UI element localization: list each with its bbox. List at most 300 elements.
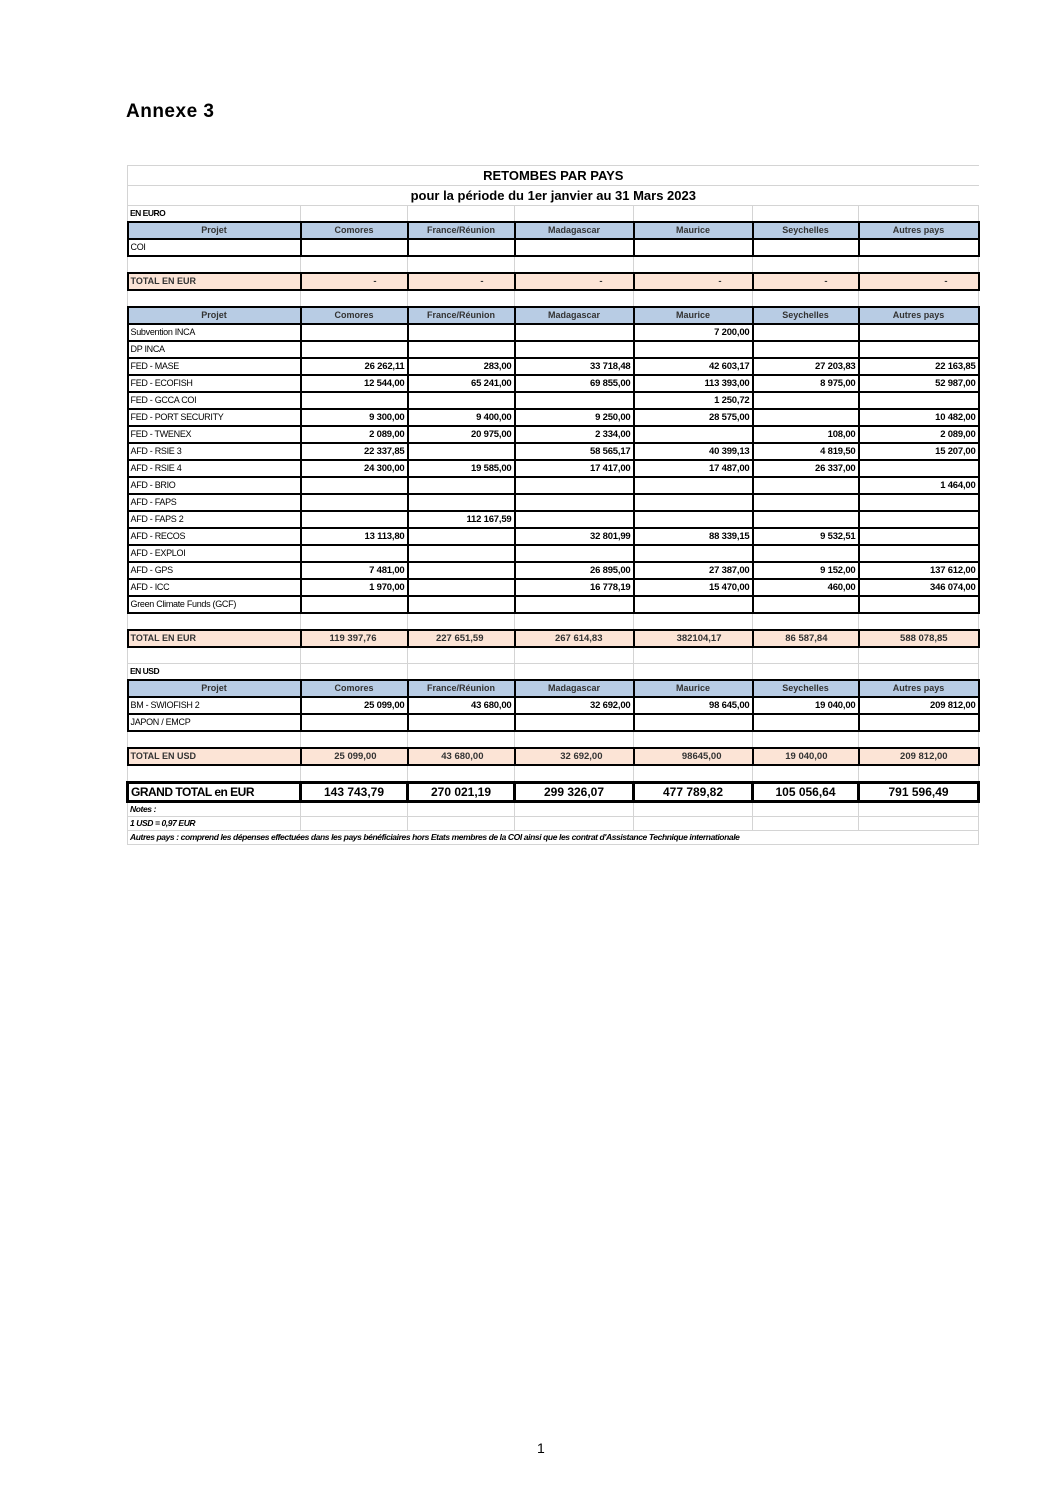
amount-cell [301, 596, 408, 613]
empty-cell [753, 613, 859, 630]
amount-cell: 19 040,00 [753, 697, 859, 714]
column-header: Projet [128, 307, 301, 324]
amount-cell [634, 494, 753, 511]
amount-cell: 52 987,00 [859, 375, 979, 392]
amount-cell: 40 399,13 [634, 443, 753, 460]
amount-cell: 19 585,00 [408, 460, 515, 477]
column-header: France/Réunion [408, 680, 515, 697]
amount-cell [408, 528, 515, 545]
column-header: Seychelles [753, 680, 859, 697]
grand-total-amount: 270 021,19 [408, 783, 515, 802]
empty-cell [408, 613, 515, 630]
amount-cell [859, 324, 979, 341]
amount-cell [515, 324, 634, 341]
empty-cell [515, 731, 634, 748]
amount-cell [515, 341, 634, 358]
empty-cell [753, 817, 859, 831]
notes-heading-row [128, 802, 979, 817]
empty-cell [128, 290, 301, 307]
amount-cell [859, 494, 979, 511]
amount-cell [753, 341, 859, 358]
amount-cell: 17 417,00 [515, 460, 634, 477]
grand-total-amount: 791 596,49 [859, 783, 979, 802]
empty-cell [128, 765, 301, 783]
amount-cell [634, 511, 753, 528]
amount-cell [515, 494, 634, 511]
project-name: FED - ECOFISH [128, 375, 301, 392]
exchange-rate-row [128, 817, 979, 831]
amount-cell [408, 239, 515, 256]
amount-cell: 1 250,72 [634, 392, 753, 409]
amount-cell [301, 392, 408, 409]
total-amount: - [634, 273, 753, 290]
total-amount: 227 651,59 [408, 630, 515, 647]
column-header: Comores [301, 680, 408, 697]
amount-cell [515, 511, 634, 528]
project-name: BM - SWIOFISH 2 [128, 697, 301, 714]
spacer-row [128, 256, 979, 273]
total-row [128, 630, 979, 647]
empty-cell [753, 206, 859, 223]
total-amount: - [301, 273, 408, 290]
amount-cell [634, 545, 753, 562]
amount-cell [859, 714, 979, 731]
empty-cell [634, 256, 753, 273]
total-label: TOTAL EN EUR [128, 630, 301, 647]
amount-cell: 1 464,00 [859, 477, 979, 494]
page-number: 1 [537, 1440, 545, 1456]
amount-cell: 209 812,00 [859, 697, 979, 714]
amount-cell [753, 714, 859, 731]
project-name: JAPON / EMCP [128, 714, 301, 731]
empty-cell [408, 664, 515, 681]
amount-cell: 9 250,00 [515, 409, 634, 426]
empty-cell [128, 613, 301, 630]
amount-cell: 27 387,00 [634, 562, 753, 579]
amount-cell [515, 596, 634, 613]
annex-title: Annexe 3 [126, 101, 215, 122]
total-amount: 86 587,84 [753, 630, 859, 647]
amount-cell [408, 714, 515, 731]
table-row [128, 392, 979, 409]
empty-cell [408, 256, 515, 273]
table-row [128, 460, 979, 477]
total-amount: 25 099,00 [301, 748, 408, 765]
column-header: Maurice [634, 307, 753, 324]
amount-cell [301, 494, 408, 511]
notes-heading: Notes : [128, 802, 301, 817]
amount-cell [753, 409, 859, 426]
empty-cell [859, 802, 979, 817]
amount-cell: 137 612,00 [859, 562, 979, 579]
amount-cell: 113 393,00 [634, 375, 753, 392]
empty-cell [753, 731, 859, 748]
project-name: AFD - RSIE 3 [128, 443, 301, 460]
column-header-row [128, 307, 979, 324]
project-name: AFD - FAPS [128, 494, 301, 511]
empty-cell [859, 817, 979, 831]
empty-cell [301, 802, 408, 817]
empty-cell [408, 731, 515, 748]
project-name: AFD - GPS [128, 562, 301, 579]
empty-cell [634, 647, 753, 664]
column-header: Projet [128, 680, 301, 697]
empty-cell [301, 206, 408, 223]
amount-cell [408, 324, 515, 341]
table-row [128, 409, 979, 426]
amount-cell: 26 262,11 [301, 358, 408, 375]
total-amount: - [408, 273, 515, 290]
empty-cell [408, 765, 515, 783]
amount-cell: 22 337,85 [301, 443, 408, 460]
empty-cell [301, 256, 408, 273]
table-row [128, 697, 979, 714]
empty-cell [753, 765, 859, 783]
empty-cell [515, 817, 634, 831]
amount-cell: 2 334,00 [515, 426, 634, 443]
empty-cell [515, 290, 634, 307]
empty-cell [128, 647, 301, 664]
table-row [128, 324, 979, 341]
empty-cell [859, 647, 979, 664]
project-name: FED - GCCA COI [128, 392, 301, 409]
empty-cell [634, 290, 753, 307]
total-amount: 19 040,00 [753, 748, 859, 765]
amount-cell [515, 545, 634, 562]
column-header: Madagascar [515, 680, 634, 697]
project-name: COI [128, 239, 301, 256]
column-header-row [128, 222, 979, 239]
retombes-table [126, 165, 977, 845]
amount-cell: 32 801,99 [515, 528, 634, 545]
empty-cell [408, 290, 515, 307]
amount-cell: 98 645,00 [634, 697, 753, 714]
table-row [128, 714, 979, 731]
amount-cell: 460,00 [753, 579, 859, 596]
empty-cell [515, 802, 634, 817]
amount-cell: 2 089,00 [859, 426, 979, 443]
empty-cell [859, 206, 979, 223]
sheet-title: RETOMBES PAR PAYS [128, 166, 979, 186]
total-amount: 119 397,76 [301, 630, 408, 647]
empty-cell [859, 664, 979, 681]
amount-cell: 1 970,00 [301, 579, 408, 596]
empty-cell [301, 290, 408, 307]
column-header: Maurice [634, 222, 753, 239]
empty-cell [515, 765, 634, 783]
amount-cell [408, 494, 515, 511]
exchange-rate-note: 1 USD = 0,97 EUR [128, 817, 301, 831]
amount-cell: 25 099,00 [301, 697, 408, 714]
spacer-row [128, 647, 979, 664]
empty-cell [859, 256, 979, 273]
amount-cell [634, 714, 753, 731]
amount-cell: 17 487,00 [634, 460, 753, 477]
empty-cell [634, 664, 753, 681]
amount-cell: 32 692,00 [515, 697, 634, 714]
amount-cell [515, 239, 634, 256]
empty-cell [408, 206, 515, 223]
grand-total-label: GRAND TOTAL en EUR [128, 783, 301, 802]
autres-pays-note-row [128, 831, 979, 845]
amount-cell: 26 337,00 [753, 460, 859, 477]
project-name: AFD - RSIE 4 [128, 460, 301, 477]
project-name: AFD - RECOS [128, 528, 301, 545]
amount-cell: 10 482,00 [859, 409, 979, 426]
empty-cell [128, 256, 301, 273]
amount-cell: 27 203,83 [753, 358, 859, 375]
amount-cell: 65 241,00 [408, 375, 515, 392]
total-amount: - [753, 273, 859, 290]
spacer-row [128, 613, 979, 630]
amount-cell [859, 392, 979, 409]
amount-cell [301, 341, 408, 358]
empty-cell [515, 664, 634, 681]
empty-cell [634, 613, 753, 630]
column-header: Maurice [634, 680, 753, 697]
amount-cell [515, 392, 634, 409]
empty-cell [128, 731, 301, 748]
total-amount: 267 614,83 [515, 630, 634, 647]
amount-cell [408, 545, 515, 562]
column-header: Autres pays [859, 307, 979, 324]
table-row [128, 426, 979, 443]
amount-cell [301, 239, 408, 256]
project-name: DP INCA [128, 341, 301, 358]
amount-cell: 8 975,00 [753, 375, 859, 392]
amount-cell: 58 565,17 [515, 443, 634, 460]
amount-cell: 112 167,59 [408, 511, 515, 528]
section-en-usd [128, 664, 979, 681]
amount-cell [753, 596, 859, 613]
empty-cell [634, 817, 753, 831]
project-name: Subvention INCA [128, 324, 301, 341]
column-header: Madagascar [515, 222, 634, 239]
amount-cell [408, 579, 515, 596]
amount-cell: 346 074,00 [859, 579, 979, 596]
amount-cell: 26 895,00 [515, 562, 634, 579]
section-label: EN EURO [128, 206, 301, 223]
amount-cell: 7 200,00 [634, 324, 753, 341]
amount-cell [301, 545, 408, 562]
empty-cell [859, 731, 979, 748]
total-amount: - [515, 273, 634, 290]
amount-cell: 7 481,00 [301, 562, 408, 579]
empty-cell [634, 731, 753, 748]
table-row [128, 477, 979, 494]
total-amount: 98645,00 [634, 748, 753, 765]
amount-cell: 15 207,00 [859, 443, 979, 460]
amount-cell: 88 339,15 [634, 528, 753, 545]
amount-cell [634, 341, 753, 358]
table-row [128, 375, 979, 392]
column-header: France/Réunion [408, 222, 515, 239]
column-header: Madagascar [515, 307, 634, 324]
amount-cell: 42 603,17 [634, 358, 753, 375]
amount-cell [301, 714, 408, 731]
empty-cell [753, 290, 859, 307]
amount-cell: 43 680,00 [408, 697, 515, 714]
table-row [128, 596, 979, 613]
column-header: Projet [128, 222, 301, 239]
spacer-row [128, 731, 979, 748]
empty-cell [408, 817, 515, 831]
empty-cell [753, 647, 859, 664]
amount-cell: 108,00 [753, 426, 859, 443]
grand-total-amount: 299 326,07 [515, 783, 634, 802]
amount-cell: 283,00 [408, 358, 515, 375]
column-header-row [128, 680, 979, 697]
project-name: AFD - ICC [128, 579, 301, 596]
amount-cell [753, 392, 859, 409]
table-row [128, 528, 979, 545]
table-row [128, 562, 979, 579]
amount-cell: 20 975,00 [408, 426, 515, 443]
total-label: TOTAL EN EUR [128, 273, 301, 290]
amount-cell [859, 239, 979, 256]
empty-cell [301, 647, 408, 664]
column-header: Seychelles [753, 222, 859, 239]
amount-cell: 9 152,00 [753, 562, 859, 579]
column-header: Comores [301, 307, 408, 324]
total-amount: 382104,17 [634, 630, 753, 647]
empty-cell [859, 613, 979, 630]
amount-cell: 24 300,00 [301, 460, 408, 477]
amount-cell [753, 545, 859, 562]
project-name: Green Climate Funds (GCF) [128, 596, 301, 613]
amount-cell [301, 511, 408, 528]
amount-cell [408, 392, 515, 409]
spacer-row [128, 290, 979, 307]
empty-cell [634, 206, 753, 223]
amount-cell: 69 855,00 [515, 375, 634, 392]
amount-cell [408, 477, 515, 494]
amount-cell [753, 239, 859, 256]
amount-cell: 4 819,50 [753, 443, 859, 460]
project-name: AFD - BRIO [128, 477, 301, 494]
grand-total-amount: 143 743,79 [301, 783, 408, 802]
amount-cell: 15 470,00 [634, 579, 753, 596]
table-row [128, 545, 979, 562]
project-name: FED - PORT SECURITY [128, 409, 301, 426]
amount-cell [859, 596, 979, 613]
spacer-row [128, 765, 979, 783]
sheet-subtitle: pour la période du 1er janvier au 31 Mars 2023 [128, 186, 979, 206]
column-header: France/Réunion [408, 307, 515, 324]
table-row [128, 239, 979, 256]
empty-cell [859, 765, 979, 783]
amount-cell [301, 324, 408, 341]
amount-cell [859, 528, 979, 545]
table-row [128, 443, 979, 460]
total-amount: - [859, 273, 979, 290]
grand-total-row [128, 783, 979, 802]
empty-cell [634, 802, 753, 817]
grand-total-amount: 477 789,82 [634, 783, 753, 802]
grand-total-amount: 105 056,64 [753, 783, 859, 802]
amount-cell [301, 477, 408, 494]
amount-cell: 2 089,00 [301, 426, 408, 443]
amount-cell: 12 544,00 [301, 375, 408, 392]
amount-cell [859, 545, 979, 562]
empty-cell [515, 256, 634, 273]
amount-cell: 9 400,00 [408, 409, 515, 426]
column-header: Comores [301, 222, 408, 239]
amount-cell [859, 341, 979, 358]
section-label: EN USD [128, 664, 301, 681]
amount-cell [753, 477, 859, 494]
section-en-euro [128, 206, 979, 223]
amount-cell: 13 113,80 [301, 528, 408, 545]
empty-cell [634, 765, 753, 783]
amount-cell: 28 575,00 [634, 409, 753, 426]
amount-cell [634, 239, 753, 256]
empty-cell [515, 613, 634, 630]
project-name: FED - MASE [128, 358, 301, 375]
column-header: Autres pays [859, 680, 979, 697]
total-amount: 43 680,00 [408, 748, 515, 765]
total-row [128, 273, 979, 290]
empty-cell [753, 256, 859, 273]
total-label: TOTAL EN USD [128, 748, 301, 765]
amount-cell: 9 532,51 [753, 528, 859, 545]
column-header: Seychelles [753, 307, 859, 324]
amount-cell [515, 477, 634, 494]
total-amount: 32 692,00 [515, 748, 634, 765]
project-name: FED - TWENEX [128, 426, 301, 443]
column-header: Autres pays [859, 222, 979, 239]
amount-cell [408, 341, 515, 358]
amount-cell [408, 562, 515, 579]
amount-cell [859, 460, 979, 477]
table-row [128, 341, 979, 358]
amount-cell [408, 443, 515, 460]
empty-cell [753, 664, 859, 681]
total-amount: 209 812,00 [859, 748, 979, 765]
empty-cell [408, 802, 515, 817]
amount-cell [753, 494, 859, 511]
amount-cell [634, 596, 753, 613]
empty-cell [301, 613, 408, 630]
table-row [128, 358, 979, 375]
amount-cell [408, 596, 515, 613]
amount-cell: 22 163,85 [859, 358, 979, 375]
project-name: AFD - EXPLOI [128, 545, 301, 562]
project-name: AFD - FAPS 2 [128, 511, 301, 528]
empty-cell [515, 647, 634, 664]
empty-cell [301, 765, 408, 783]
autres-pays-note: Autres pays : comprend les dépenses effectuées dans les pays bénéficiaires hors Etats membres de la COI ainsi que les contrat d'Assistance Technique internationale [128, 831, 979, 845]
amount-cell: 16 778,19 [515, 579, 634, 596]
amount-cell: 33 718,48 [515, 358, 634, 375]
amount-cell [753, 324, 859, 341]
empty-cell [301, 731, 408, 748]
table-row [128, 494, 979, 511]
empty-cell [515, 206, 634, 223]
empty-cell [408, 647, 515, 664]
table-row [128, 579, 979, 596]
amount-cell: 9 300,00 [301, 409, 408, 426]
table-row [128, 511, 979, 528]
amount-cell [634, 477, 753, 494]
empty-cell [753, 802, 859, 817]
empty-cell [301, 664, 408, 681]
amount-cell [753, 511, 859, 528]
total-amount: 588 078,85 [859, 630, 979, 647]
empty-cell [301, 817, 408, 831]
amount-cell [634, 426, 753, 443]
amount-cell [859, 511, 979, 528]
